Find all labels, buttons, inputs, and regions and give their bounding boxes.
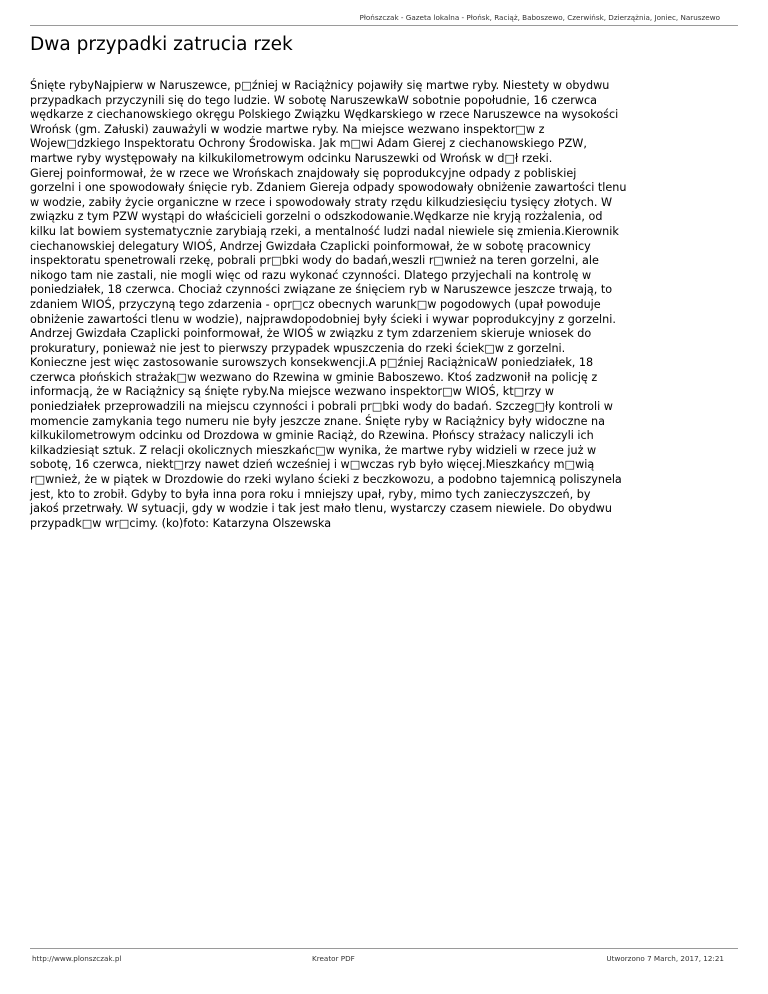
article-body-line: r□wnież, że w piątek w Drozdowie do rzeki wylano ścieki z beczkowozu, a podobno tajemnicą poliszynela — [30, 473, 622, 487]
article-body-line: Śnięte rybyNajpierw w Naruszewce, p□źniej w Raciążnicy pojawiły się martwe ryby. Niestety w obydwu — [30, 79, 610, 92]
article-body-line: poniedziałek przeprowadzili na miejscu czynności i pobrali pr□bki wody do badań. Szczeg□ły kontroli w — [30, 400, 613, 414]
article-body-line: wędkarze z ciechanowskiego okręgu Polskiego Związku Wędkarskiego w rzece Naruszewce na wysokości — [30, 108, 619, 122]
header-divider — [30, 25, 738, 26]
article-body-line: kilkukilometrowym odcinku od Drozdowa w gminie Raciąż, do Rzewina. Płońscy strażacy naliczyli ich — [30, 429, 594, 443]
article-body-line: nikogo tam nie zastali, nie mogli więc od razu wykonać czynności. Dlatego przyjechali na kontrolę w — [30, 268, 592, 282]
article-body-line: obniżenie zawartości tlenu w wodzie), najprawdopodobniej były ścieki i wywar poprodukcyjny z gorzelni. — [30, 312, 616, 326]
article-body-line: Gierej poinformował, że w rzece we Wrońskach znajdowały się poprodukcyjne odpady z pobliskiej — [30, 166, 577, 180]
article-body — [30, 79, 738, 531]
article-body-line: ciechanowskiej delegatury WIOŚ, Andrzej Gwizdała Czaplicki poinformował, że w sobotę pracownicy — [30, 239, 591, 253]
article-body-line: prokuratury, ponieważ nie jest to pierwszy przypadek wpuszczenia do rzeki ściek□w z gorzelni. — [30, 341, 566, 355]
article-body-line: przypadkach przyczynili się do tego ludzie. W sobotę NaruszewkaW sobotnie popołudnie, 16 czerwca — [30, 93, 597, 107]
article-body-line: kilkadziesiąt sztuk. Z relacji okolicznych mieszkańc□w wynika, że martwe ryby widzieli w rzece już w — [30, 443, 597, 457]
footer-site-link[interactable]: http://www.plonszczak.pl — [32, 954, 122, 963]
article-body-line: zdaniem WIOŚ, przyczyną tego zdarzenia - opr□cz obecnych warunk□w pogodowych (upał powoduje — [30, 297, 601, 311]
page-header: Płońszczak - Gazeta lokalna - Płońsk, Raciąż, Baboszewo, Czerwińsk, Dzierzążnia, Joniec, Naruszewo — [359, 13, 720, 22]
article-body-line: momencie zamykania tego numeru nie były jeszcze znane. Śnięte ryby w Raciążnicy były widoczne na — [30, 414, 605, 428]
article-body-line: gorzelni i one spowodowały śnięcie ryb. Zdaniem Giereja odpady spowodowały obniżenie zawartości tlenu — [30, 181, 627, 195]
article-body-line: informacją, że w Raciążnicy są śnięte ryby.Na miejsce wezwano inspektor□w WIOŚ, kt□rzy w — [30, 385, 554, 399]
article-body-line: jest, kto to zrobił. Gdyby to była inna pora roku i mniejszy upał, ryby, mimo tych zanieczyszczeń, by — [30, 487, 591, 501]
article-body-line: inspektoratu spenetrowali rzekę, pobrali pr□bki wody do badań,weszli r□wnież na teren gorzelni, ale — [30, 254, 599, 268]
article-body-line: w wodzie, zabiły życie organiczne w rzece i spowodowały straty rzędu kilkudziesięciu tysięcy złotych. W — [30, 195, 613, 209]
article-body-line: Wrońsk (gm. Załuski) zauważyli w wodzie martwe ryby. Na miejsce wezwano inspektor□w z — [30, 122, 545, 136]
article-body-line: Andrzej Gwizdała Czaplicki poinformował, że WIOŚ w związku z tym zdarzeniem skieruje wniosek do — [30, 327, 592, 341]
article-body-line: poniedziałek, 18 czerwca. Chociaż czynności związane ze śnięciem ryb w Naruszewce jeszcze trwają, to — [30, 283, 613, 297]
article-body-line: przypadk□w wr□cimy. (ko)foto: Katarzyna Olszewska — [30, 516, 332, 530]
article-title: Dwa przypadki zatrucia rzek — [30, 34, 293, 55]
article-body-line: związku z tym PZW wystąpi do właścicieli gorzelni o odszkodowanie.Wędkarze nie kryją rozżalenia, od — [30, 210, 603, 224]
article-body-line: kilku lat bowiem systematycznie zarybiają rzeki, a mentalność ludzi nadal niewiele się zmienia.Kierownik — [30, 224, 619, 238]
article-body-line: martwe ryby występowały na kilkukilometrowym odcinku Naruszewki od Wrońsk w d□ł rzeki. — [30, 151, 553, 165]
article-body-line: czerwca płońskich strażak□w wezwano do Rzewina w gminie Baboszewo. Ktoś zadzwonił na policję z — [30, 370, 598, 384]
article-body-line: jakoś przetrwały. W sytuacji, gdy w wodzie i tak jest mało tlenu, wystarczy czasem niewiele. Do obydwu — [30, 502, 612, 516]
article-body-line: Konieczne jest więc zastosowanie surowszych konsekwencji.A p□źniej RaciążnicaW poniedziałek, 18 — [30, 356, 594, 370]
article-body-line: sobotę, 16 czerwca, niekt□rzy nawet dzień wcześniej i w□wczas ryb było więcej.Mieszkańcy m□wią — [30, 458, 595, 472]
article-body-line: Wojew□dzkiego Inspektoratu Ochrony Środowiska. Jak m□wi Adam Gierej z ciechanowskiego PZW, — [30, 137, 587, 151]
page-footer — [30, 948, 738, 969]
footer-created-date: Utworzono 7 March, 2017, 12:21 — [606, 954, 724, 963]
footer-creator: Kreator PDF — [312, 954, 355, 963]
